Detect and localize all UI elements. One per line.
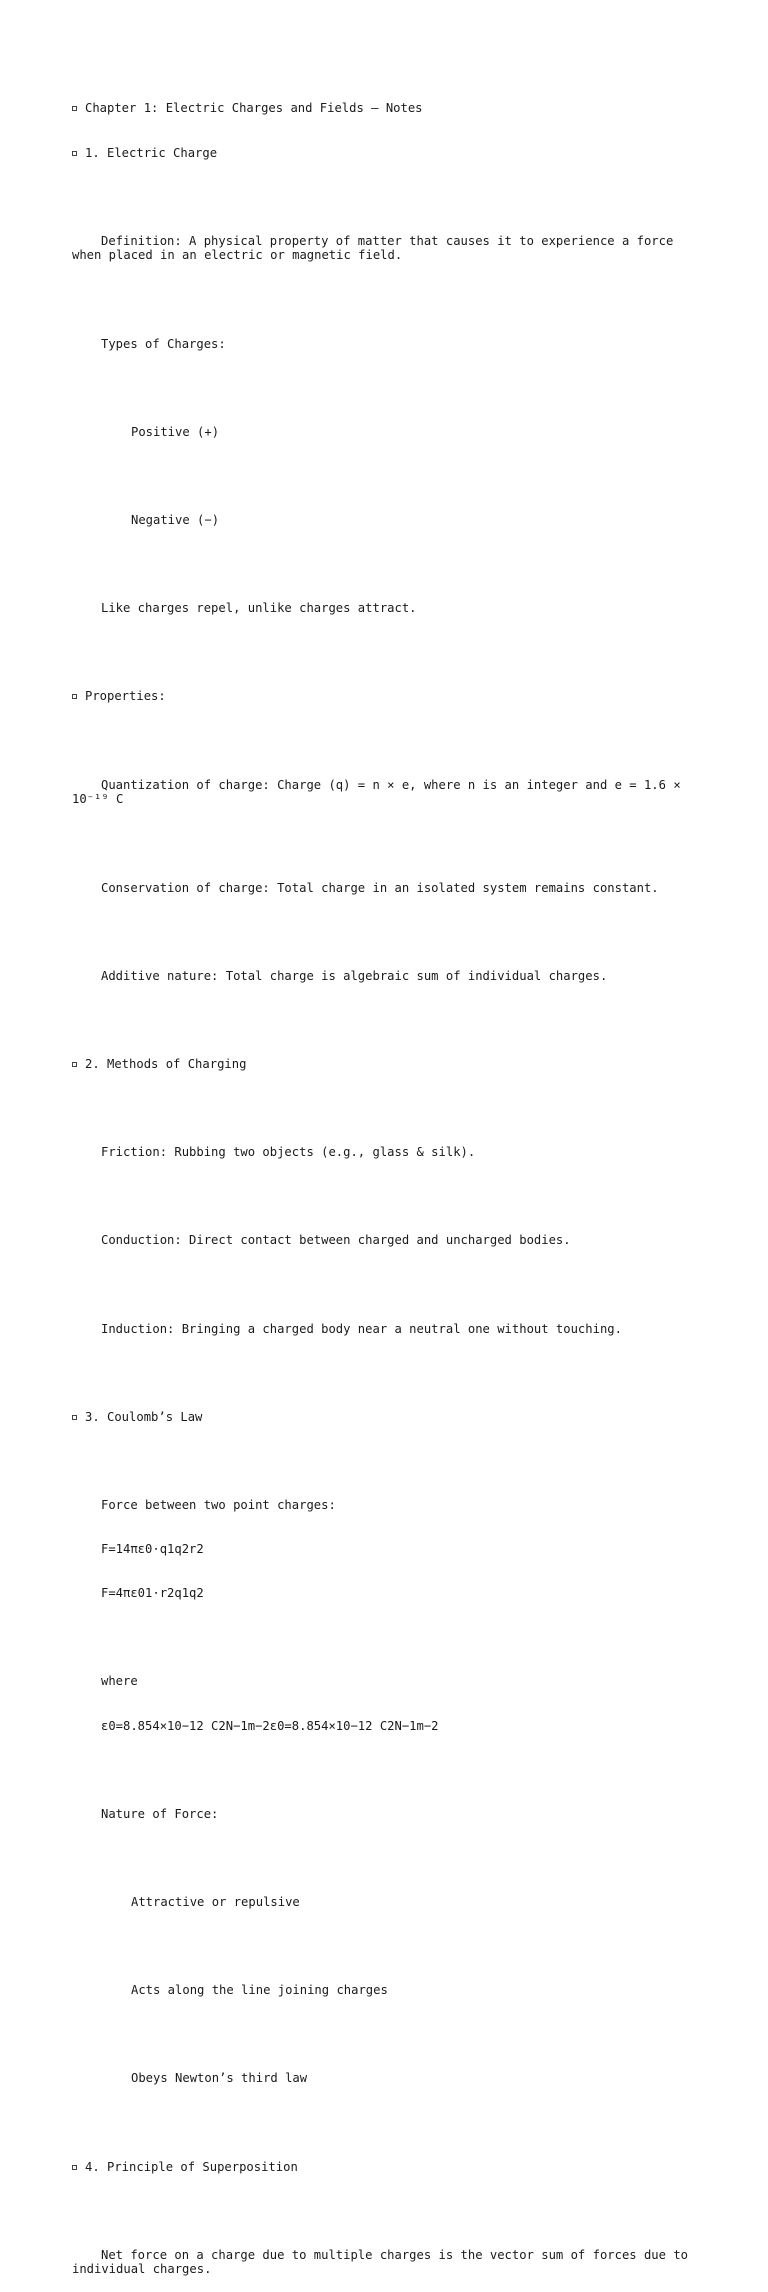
property-item: Conservation of charge: Total charge in an isolated system remains constant. bbox=[101, 880, 659, 895]
nature-item: Attractive or repulsive bbox=[131, 1894, 300, 1909]
section-heading-text: 2. Methods of Charging bbox=[85, 1056, 247, 1071]
types-label: Types of Charges: bbox=[101, 336, 226, 351]
where-label: where bbox=[101, 1674, 138, 1689]
charge-type-item: Negative (−) bbox=[131, 513, 220, 528]
chapter-title-text: Chapter 1: Electric Charges and Fields – Notes bbox=[85, 101, 423, 116]
formula-line: F=4πε01⋅r2q1q2 bbox=[101, 1586, 204, 1601]
document-page bbox=[72, 72, 702, 2292]
section-heading-text: 3. Coulomb’s Law bbox=[85, 1409, 203, 1424]
bullet-icon bbox=[72, 694, 77, 699]
nature-item: Acts along the line joining charges bbox=[131, 1983, 388, 1998]
epsilon-formula: ε0=8.854×10−12 C2N−1m−2ε0=8.854×10−12 C2N−1m−2 bbox=[101, 1718, 439, 1733]
bullet-icon bbox=[72, 1062, 77, 1067]
section-heading-1 bbox=[72, 146, 702, 161]
charge-rule: Like charges repel, unlike charges attract. bbox=[101, 601, 417, 616]
properties-heading bbox=[72, 689, 702, 704]
property-item: Additive nature: Total charge is algebraic sum of individual charges. bbox=[101, 968, 608, 983]
section-heading-text: 4. Principle of Superposition bbox=[85, 2159, 298, 2174]
definition-text: Definition: A physical property of matter that causes it to experience a force when placed in an electric or magnetic field. bbox=[72, 233, 681, 263]
formula-line: F=14πε0⋅q1q2r2 bbox=[101, 1542, 204, 1557]
bullet-icon bbox=[72, 2165, 77, 2170]
section-heading-text: 1. Electric Charge bbox=[85, 145, 218, 160]
section-heading-3 bbox=[72, 1410, 702, 1425]
method-item: Friction: Rubbing two objects (e.g., glass & silk). bbox=[101, 1145, 476, 1160]
section-heading-2 bbox=[72, 1057, 702, 1072]
properties-heading-text: Properties: bbox=[85, 689, 166, 704]
superposition-text: Net force on a charge due to multiple charges is the vector sum of forces due to individual charges. bbox=[72, 2247, 696, 2277]
chapter-title bbox=[72, 101, 702, 116]
charge-type-item: Positive (+) bbox=[131, 424, 220, 439]
nature-item: Obeys Newton’s third law bbox=[131, 2071, 308, 2086]
property-item: Quantization of charge: Charge (q) = n × e, where n is an integer and e = 1.6 × 10⁻¹⁹ C bbox=[72, 777, 689, 807]
nature-label: Nature of Force: bbox=[101, 1806, 219, 1821]
section-heading-4 bbox=[72, 2160, 702, 2175]
bullet-icon bbox=[72, 1415, 77, 1420]
method-item: Conduction: Direct contact between charged and uncharged bodies. bbox=[101, 1233, 571, 1248]
method-item: Induction: Bringing a charged body near a neutral one without touching. bbox=[101, 1321, 622, 1336]
bullet-icon bbox=[72, 151, 77, 156]
force-label: Force between two point charges: bbox=[101, 1497, 336, 1512]
bullet-icon bbox=[72, 106, 77, 111]
